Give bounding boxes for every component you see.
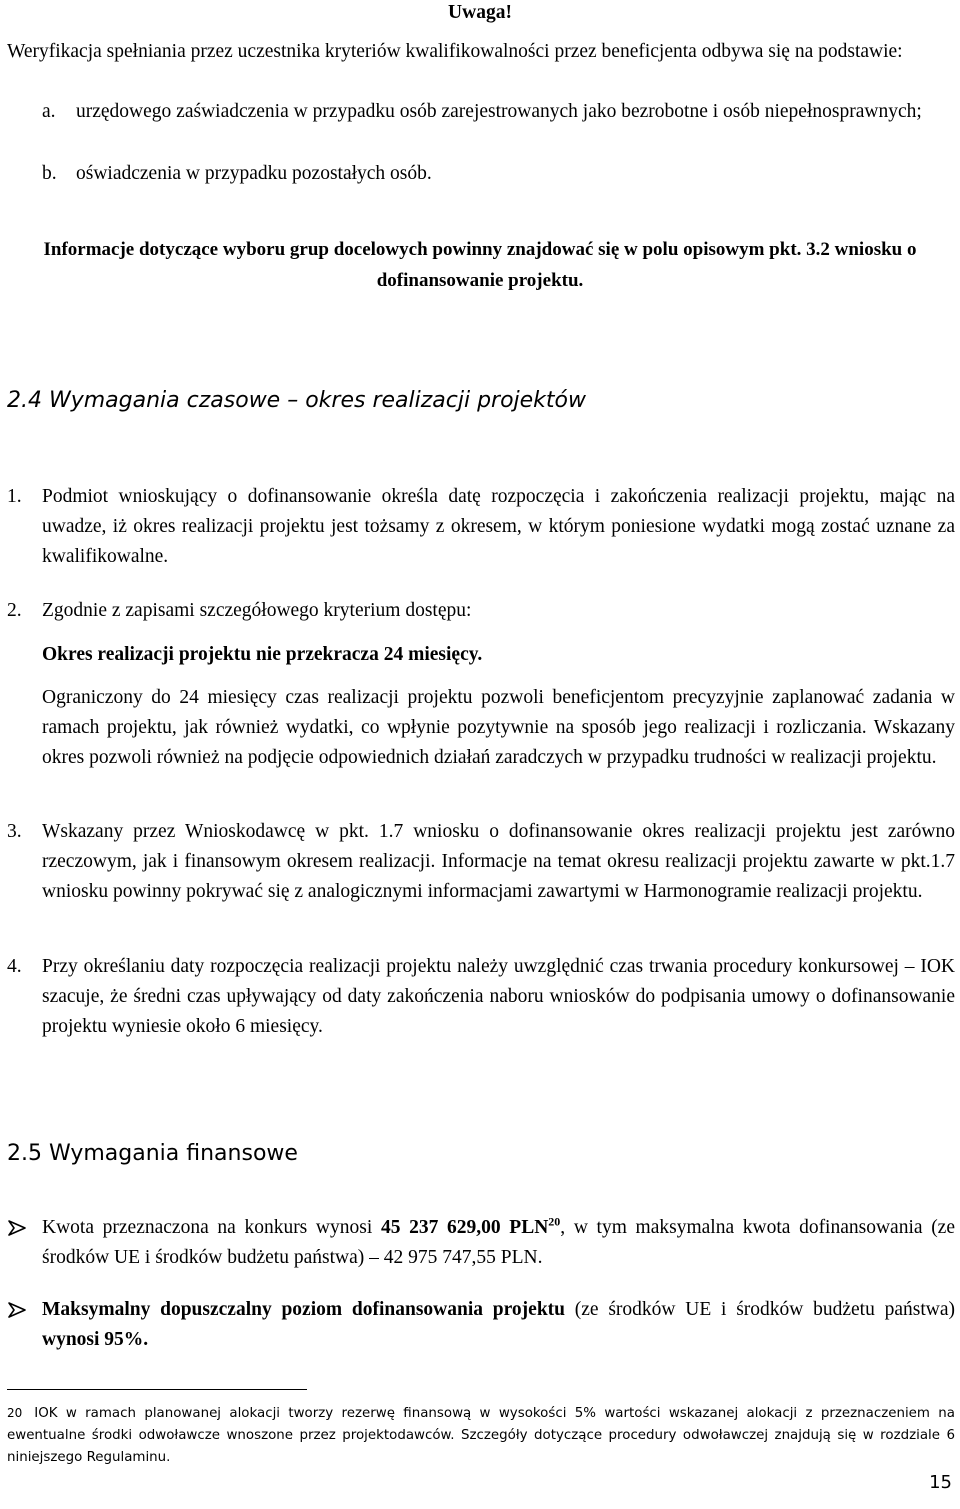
item-number: 3.	[7, 821, 22, 842]
footnote-text: IOK w ramach planowanej alokacji tworzy rezerwę finansową w wysokości 5% wartości wskazanej alokacji z przeznaczeniem na ewentualne środki odwoławcze wnoszone przez projektodawców. Szczegóły dotyczące procedury odwoławczej znajdują się w rozdziale 6 niniejszego Regulaminu.	[7, 1406, 955, 1465]
bullet-item-allocation	[7, 1213, 955, 1273]
criterion-block	[7, 640, 955, 670]
footnote-separator	[7, 1389, 307, 1390]
cofinancing-label: Maksymalny dopuszczalny poziom dofinansowania projektu	[42, 1299, 566, 1320]
page-number: 15	[929, 1472, 952, 1493]
intro-paragraph: Weryfikacja spełniania przez uczestnika kryteriów kwalifikowalności przez beneficjenta odbywa się na podstawie:	[7, 41, 903, 62]
numbered-item-3	[7, 817, 955, 907]
list-marker: a.	[42, 101, 56, 122]
item-text: Przy określaniu daty rozpoczęcia realizacji projektu należy uwzględnić czas trwania procedury konkursowej – IOK szacuje, że średni czas upływający od daty zakończenia naboru wniosków do podpisania umowy o dofinansowanie projektu wyniesie około 6 miesięcy.	[42, 956, 955, 1037]
list-marker: b.	[42, 163, 57, 184]
allocation-amount: 45 237 629,00 PLN	[380, 1217, 549, 1238]
criterion-description-block	[7, 683, 955, 773]
criterion-title: Okres realizacji projektu nie przekracza 24 miesięcy.	[42, 644, 483, 665]
cofinancing-sources: (ze środków UE i środków budżetu państwa)	[565, 1299, 955, 1320]
list-item-text: urzędowego zaświadczenia w przypadku osób zarejestrowanych jako bezrobotne i osób niepełnosprawnych;	[76, 101, 922, 122]
criterion-description: Ograniczony do 24 miesięcy czas realizacji projektu pozwoli beneficjentom precyzyjnie zaplanować zadania w ramach projektu, jak również wydatki, co wpłynie pozytywnie na sposób jego realizacji i rozliczania. Wskazany okres pozwoli również na podjęcie odpowiednich działań zaradczych w przypadku trudności w realizacji projektu.	[42, 687, 955, 768]
attention-heading: Uwaga!	[448, 2, 512, 23]
bullet-text	[42, 1213, 955, 1273]
bullet-item-cofinancing	[7, 1295, 955, 1355]
target-groups-note: Informacje dotyczące wyboru grup docelowych powinny znajdować się w polu opisowym pkt. 3.2 wniosku o dofinansowanie projektu.	[43, 239, 917, 291]
list-item-b	[42, 159, 955, 189]
arrow-bullet-icon	[7, 1219, 27, 1237]
item-number: 4.	[7, 956, 22, 977]
numbered-item-1	[7, 482, 955, 572]
list-item-a	[42, 97, 955, 127]
footnote	[7, 1402, 955, 1469]
item-text: Wskazany przez Wnioskodawcę w pkt. 1.7 wniosku o dofinansowanie okres realizacji projektu jest zarówno rzeczowym, jak i finansowym okresem realizacji. Informacje na temat okresu realizacji projektu zawarte w pkt.1.7 wniosku powinny pokrywać się z analogicznymi informacjami zawartymi w Harmonogramie realizacji projektu.	[42, 821, 955, 902]
item-text: Zgodnie z zapisami szczegółowego kryterium dostępu:	[42, 600, 472, 621]
bullet-text-post: , w tym maksymalna kwota dofinansowania (ze środków UE i środków budżetu państwa) – 42 975 747,55 PLN.	[42, 1217, 955, 1268]
section-heading-2-4: 2.4 Wymagania czasowe – okres realizacji projektów	[7, 388, 587, 413]
bullet-text-pre: Kwota przeznaczona na konkurs wynosi	[42, 1217, 381, 1238]
section-heading-2-5: 2.5 Wymagania finansowe	[7, 1141, 298, 1166]
bullet-text	[42, 1295, 955, 1355]
cofinancing-rate: wynosi 95%.	[42, 1329, 149, 1350]
footnote-marker: 20	[7, 1406, 23, 1420]
list-item-text: oświadczenia w przypadku pozostałych osób.	[76, 163, 432, 184]
numbered-item-4	[7, 952, 955, 1042]
item-number: 2.	[7, 600, 22, 621]
item-number: 1.	[7, 486, 22, 507]
footnote-reference: 20	[548, 1214, 561, 1229]
arrow-bullet-icon	[7, 1301, 27, 1319]
numbered-item-2	[7, 596, 955, 626]
item-text: Podmiot wnioskujący o dofinansowanie określa datę rozpoczęcia i zakończenia realizacji projektu, mając na uwadze, iż okres realizacji projektu jest tożsamy z okresem, w którym poniesione wydatki mogą zostać uznane za kwalifikowalne.	[42, 486, 955, 567]
